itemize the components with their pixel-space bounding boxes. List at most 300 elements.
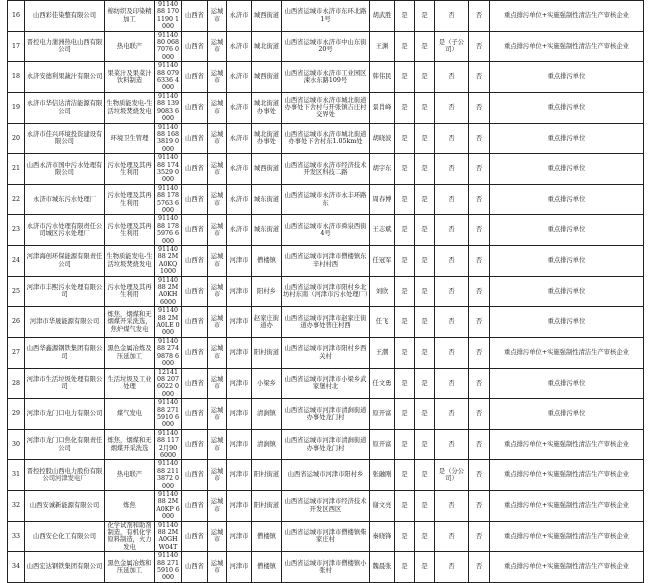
industry-type-cell: 污水处理及其再生利用 — [105, 154, 155, 185]
credit-code-cell: 9114088 0796336 4000 — [155, 62, 182, 93]
flag-d-cell: 否 — [469, 246, 490, 277]
industry-type-cell: 污水处理及其再生利用 — [105, 276, 155, 307]
contact-person-cell: 胡宇东 — [370, 154, 395, 185]
address-cell: 山西省运城市河津市僧楼镇东辛村村西 — [282, 246, 370, 277]
table-row — [8, 368, 644, 399]
address-cell: 山西省运城市永济市城北街道办事处下舍村与开张镇吉庄村交界处 — [282, 92, 370, 123]
contact-person-cell: 任冠军 — [370, 246, 395, 277]
company-name-cell: 山西宏达钢铁集团有限公司 — [25, 552, 105, 583]
credit-code-cell: 9114080 0687076 0000 — [155, 31, 182, 62]
row-number-cell: 22 — [8, 184, 25, 215]
contact-person-cell: 周春博 — [370, 184, 395, 215]
province-cell: 山西省 — [182, 276, 208, 307]
row-number-cell: 34 — [8, 552, 25, 583]
table-row — [8, 337, 644, 368]
flag-a-cell: 是 — [395, 62, 415, 93]
credit-code-cell: 9114088 2MA0KP 6000 — [156, 491, 180, 521]
flag-a-cell: 是 — [395, 368, 415, 399]
company-name-cell: 河津市生活垃圾处理有限公司 — [25, 368, 105, 399]
flag-b-cell: 是 — [415, 491, 435, 522]
address-cell: 山西省运城市河津市阳村乡 — [282, 460, 370, 491]
town-street-cell: 阳村乡 — [252, 276, 282, 307]
flag-a-cell: 是 — [395, 246, 415, 277]
company-name-cell: 河津市龙门口电力有限公司 — [25, 399, 105, 430]
contact-person-cell: 韩伟民 — [370, 62, 395, 93]
town-street-cell: 城北街道办事处 — [252, 92, 282, 123]
industry-type-cell: 黑色金属冶炼和压延加工 — [105, 552, 155, 583]
city-cell: 运城市 — [208, 491, 227, 522]
address-cell: 山西省运城市永济市城北街道办事处下舍村东1.05km处 — [282, 123, 370, 154]
flag-c-cell: 否 — [435, 184, 469, 215]
industry-type-cell: 炼焦，烟煤和无烟煤开采洗选，焦炉煤气发电 — [105, 307, 155, 338]
company-name-cell: 河津海创环保能源有限责任公司 — [25, 246, 105, 277]
remark-cell: 重点排污单位+实施强制性清洁生产审核企业 — [490, 491, 644, 522]
contact-person-cell: 魏晨张 — [370, 552, 395, 583]
industry-type-cell: 生活垃圾及工业处理 — [105, 368, 155, 399]
flag-d-cell: 否 — [469, 399, 490, 430]
flag-c-cell: 否 — [435, 215, 469, 246]
address-cell: 山西省运城市河津市小梁乡武家堡村北 — [282, 368, 370, 399]
address-cell: 山西省运城市永济市舜泉西街4号 — [282, 215, 370, 246]
credit-code-cell: 9114088 2MA0GH W04T — [155, 521, 182, 552]
row-number-cell: 18 — [8, 62, 25, 93]
table-row — [8, 62, 644, 93]
province-cell: 山西省 — [182, 491, 208, 522]
town-street-cell: 城北街道办事处 — [252, 123, 282, 154]
county-cell: 河津市 — [227, 276, 252, 307]
company-name-cell: 山西永济市国中污水处理有限公司 — [25, 154, 105, 185]
contact-person-cell: 王渊 — [370, 31, 395, 62]
flag-a-cell: 是 — [395, 491, 415, 522]
address-cell: 山西省运城市河津市僧楼镇小张村 — [282, 552, 370, 583]
table-row — [8, 246, 644, 277]
industry-type-cell: 生物质能发电-生活垃圾焚烧发电 — [105, 246, 155, 277]
contact-person-cell: 任文勇 — [370, 368, 395, 399]
contact-person-cell: 王潮 — [370, 337, 395, 368]
county-cell: 河津市 — [227, 552, 252, 583]
row-number-cell: 21 — [8, 154, 25, 185]
flag-b-cell: 是 — [415, 337, 435, 368]
flag-b-cell: 是 — [415, 276, 435, 307]
row-number-cell: 17 — [8, 31, 25, 62]
county-cell: 河津市 — [227, 337, 252, 368]
table-row — [8, 552, 644, 583]
table-row — [8, 276, 644, 307]
flag-d-cell: 否 — [469, 460, 490, 491]
flag-d-cell: 否 — [469, 1, 490, 32]
flag-a-cell: 是 — [395, 31, 415, 62]
province-cell: 山西省 — [182, 184, 208, 215]
flag-a-cell: 是 — [395, 307, 415, 338]
company-name-cell: 山西华鑫源钢铁集团有限公司 — [25, 337, 105, 368]
credit-code-cell: 9114088 1399083 6000 — [155, 92, 182, 123]
county-cell: 河津市 — [227, 368, 252, 399]
address-cell: 山西省运城市河津市清涧街道办事处龙门村 — [282, 399, 370, 430]
town-street-cell: 城东街道 — [252, 184, 282, 215]
credit-code-cell: 9114088 2MA0KH 6000 — [155, 276, 182, 307]
enterprise-table — [7, 0, 644, 583]
remark-cell: 重点排污单位 — [490, 184, 644, 215]
flag-a-cell: 是 — [395, 154, 415, 185]
row-number-cell: 24 — [8, 246, 25, 277]
province-cell: 山西省 — [182, 1, 208, 32]
table-row — [8, 154, 644, 185]
city-cell: 运城市 — [208, 368, 227, 399]
city-cell: 运城市 — [208, 307, 227, 338]
row-number-cell: 16 — [8, 1, 25, 32]
flag-d-cell: 否 — [469, 552, 490, 583]
row-number-cell: 26 — [8, 307, 25, 338]
credit-code-cell: 9114088 1785976 6000 — [155, 215, 182, 246]
county-cell: 河津市 — [227, 429, 252, 460]
contact-person-cell: 谢文亮 — [370, 491, 395, 522]
flag-b-cell: 是 — [415, 92, 435, 123]
industry-type-cell: 炼焦，烟煤和无烟煤开采洗选 — [105, 429, 155, 460]
credit-code-cell: 9114088 1701190 1000 — [155, 1, 182, 32]
table-row — [8, 521, 644, 552]
table-row — [8, 1, 644, 32]
flag-b-cell: 是 — [415, 399, 435, 430]
county-cell: 永济市 — [227, 62, 252, 93]
credit-code-cell: 9114088 1172月90 6000 — [155, 429, 182, 460]
credit-code-cell: 9114088 1683819 0000 — [155, 123, 182, 154]
remark-cell: 重点排污单位 — [490, 123, 644, 154]
flag-b-cell: 是 — [415, 123, 435, 154]
flag-c-cell: 否 — [435, 552, 469, 583]
flag-c-cell: 否 — [435, 399, 469, 430]
credit-code-cell: 9114088 2749878 6000 — [155, 337, 182, 368]
industry-type-cell: 热电联产 — [105, 31, 155, 62]
city-cell: 运城市 — [208, 123, 227, 154]
city-cell: 运城市 — [208, 552, 227, 583]
city-cell: 运城市 — [208, 184, 227, 215]
flag-a-cell: 是 — [395, 276, 415, 307]
flag-c-cell: 否 — [435, 521, 469, 552]
city-cell: 运城市 — [208, 246, 227, 277]
flag-c-cell: 否 — [435, 246, 469, 277]
province-cell: 山西省 — [182, 215, 208, 246]
industry-type-cell: 污水处理及其再生利用 — [105, 184, 155, 215]
flag-a-cell: 是 — [395, 521, 415, 552]
pollutant-unit-table-page — [7, 0, 650, 582]
company-name-cell: 晋控控股山西电力股份有限公司河津发电厂 — [25, 460, 105, 491]
remark-cell: 重点排污单位 — [490, 62, 644, 93]
city-cell: 运城市 — [208, 215, 227, 246]
flag-a-cell: 是 — [395, 460, 415, 491]
flag-b-cell: 是 — [415, 307, 435, 338]
flag-c-cell: 否 — [435, 307, 469, 338]
flag-b-cell: 是 — [415, 154, 435, 185]
credit-code-cell: 9114088 1743529 0000 — [155, 154, 182, 185]
flag-c-cell: 否 — [435, 429, 469, 460]
industry-type-cell: 炼焦 — [105, 491, 155, 522]
county-cell: 河津市 — [227, 246, 252, 277]
remark-cell: 重点排污单位+实施强制性清洁生产审核企业 — [490, 1, 644, 32]
table-row — [8, 92, 644, 123]
credit-code-cell: 9114088 2MA0KQ 1000 — [155, 246, 182, 277]
county-cell: 河津市 — [227, 307, 252, 338]
flag-a-cell: 是 — [395, 215, 415, 246]
industry-type-cell: 化学试剂和助剂制造，有机化学原料制造，火力发电 — [105, 521, 155, 552]
flag-d-cell: 否 — [469, 337, 490, 368]
flag-c-cell: 否 — [435, 154, 469, 185]
city-cell: 运城市 — [208, 92, 227, 123]
address-cell: 山西省运城市永济市永丰环路东 — [282, 184, 370, 215]
flag-a-cell: 是 — [395, 399, 415, 430]
contact-person-cell: 胡晓波 — [370, 123, 395, 154]
company-name-cell: 山西彩佳染整有限公司 — [25, 1, 105, 32]
city-cell: 运城市 — [208, 460, 227, 491]
city-cell: 运城市 — [208, 1, 227, 32]
company-name-cell: 永济市城东污水处理厂 — [25, 184, 105, 215]
flag-a-cell: 是 — [395, 92, 415, 123]
flag-d-cell: 否 — [469, 92, 490, 123]
flag-d-cell: 否 — [469, 123, 490, 154]
province-cell: 山西省 — [182, 399, 208, 430]
flag-b-cell: 是 — [415, 62, 435, 93]
flag-b-cell: 是 — [415, 521, 435, 552]
province-cell: 山西省 — [182, 368, 208, 399]
remark-cell: 重点排污单位 — [490, 368, 644, 399]
county-cell: 永济市 — [227, 123, 252, 154]
town-street-cell: 城西街道 — [252, 154, 282, 185]
flag-d-cell: 否 — [469, 307, 490, 338]
town-street-cell: 清涧镇 — [252, 399, 282, 430]
contact-person-cell: 胡武胜 — [370, 1, 395, 32]
table-row — [8, 31, 644, 62]
company-name-cell: 永济安德利果蔬汁有限公司 — [25, 62, 105, 93]
contact-person-cell: 秦晓锋 — [370, 521, 395, 552]
table-body — [8, 1, 644, 583]
flag-a-cell: 是 — [395, 552, 415, 583]
county-cell: 永济市 — [227, 92, 252, 123]
address-cell: 山西省运城市永济市经济技术开发区科技二路 — [282, 154, 370, 185]
flag-c-cell: 否 — [435, 123, 469, 154]
city-cell: 运城市 — [208, 399, 227, 430]
flag-d-cell: 否 — [469, 276, 490, 307]
county-cell: 永济市 — [227, 184, 252, 215]
flag-d-cell: 否 — [469, 521, 490, 552]
flag-d-cell: 否 — [469, 491, 490, 522]
flag-d-cell: 否 — [469, 154, 490, 185]
address-cell: 山西省运城市永济市工业园区涑水东路109号 — [282, 62, 370, 93]
row-number-cell: 33 — [8, 521, 25, 552]
remark-cell: 重点排污单位 — [490, 276, 644, 307]
address-cell: 山西省运城市永济市东环北路1号 — [282, 1, 370, 32]
row-number-cell: 27 — [8, 337, 25, 368]
flag-d-cell: 否 — [469, 62, 490, 93]
flag-b-cell: 是 — [415, 184, 435, 215]
province-cell: 山西省 — [182, 552, 208, 583]
company-name-cell: 河津市丰熙污水处理有限公司 — [25, 276, 105, 307]
contact-person-cell: 任飞 — [370, 307, 395, 338]
province-cell: 山西省 — [182, 429, 208, 460]
table-row — [8, 399, 644, 430]
province-cell: 山西省 — [182, 31, 208, 62]
industry-type-cell: 煤气发电 — [105, 399, 155, 430]
flag-c-cell: 否 — [435, 92, 469, 123]
flag-c-cell: 是（子公司） — [435, 31, 469, 62]
company-name-cell: 山西安仑化工有限公司 — [25, 521, 105, 552]
table-row — [8, 429, 644, 460]
company-name-cell: 山西安诚新能源有限公司 — [25, 491, 105, 522]
industry-type-cell: 环境卫生管理 — [105, 123, 155, 154]
row-number-cell: 25 — [8, 276, 25, 307]
town-street-cell: 阳村街道 — [252, 337, 282, 368]
company-name-cell: 永济市华信达清洁能源有限公司 — [25, 92, 105, 123]
table-row — [8, 184, 644, 215]
flag-b-cell: 是 — [415, 368, 435, 399]
flag-d-cell: 否 — [469, 31, 490, 62]
credit-code-cell: 9114088 1785763 6000 — [155, 184, 182, 215]
flag-b-cell: 是 — [415, 31, 435, 62]
address-cell: 山西省运城市河津市阳村乡北坊村东南（河津市污水处理厂） — [282, 276, 370, 307]
table-row — [8, 491, 644, 522]
province-cell: 山西省 — [182, 92, 208, 123]
remark-cell: 重点排污单位 — [490, 215, 644, 246]
contact-person-cell: 原开富 — [370, 399, 395, 430]
flag-c-cell: 否 — [435, 276, 469, 307]
row-number-cell: 20 — [8, 123, 25, 154]
city-cell: 运城市 — [208, 337, 227, 368]
company-name-cell: 永济市污水处理有限责任公司城区污水处理厂 — [25, 215, 105, 246]
row-number-cell: 30 — [8, 429, 25, 460]
flag-d-cell: 否 — [469, 368, 490, 399]
industry-type-cell: 黑色金属冶炼及压延加工 — [105, 337, 155, 368]
county-cell: 永济市 — [227, 31, 252, 62]
remark-cell: 重点排污单位+实施强制性清洁生产审核企业 — [490, 429, 644, 460]
company-name-cell: 河津市华晟能源有限公司 — [25, 307, 105, 338]
town-street-cell: 阳村街道 — [252, 491, 282, 522]
flag-b-cell: 是 — [415, 246, 435, 277]
industry-type-cell: 棉纺织及印染精加工 — [105, 1, 155, 32]
remark-cell: 重点排污单位+实施强制性清洁生产审核企业 — [490, 460, 644, 491]
table-row — [8, 460, 644, 491]
company-name-cell: 晋控电力蒲洲热电山西有限公司 — [25, 31, 105, 62]
address-cell: 山西省运城市河津市赵家庄街道办事处普庄村西 — [282, 307, 370, 338]
flag-c-cell: 是（分公司） — [435, 460, 469, 491]
province-cell: 山西省 — [182, 123, 208, 154]
flag-c-cell: 否 — [435, 491, 469, 522]
town-street-cell: 清涧镇 — [252, 429, 282, 460]
province-cell: 山西省 — [182, 62, 208, 93]
flag-b-cell: 是 — [415, 429, 435, 460]
province-cell: 山西省 — [182, 521, 208, 552]
remark-cell: 重点排污单位+实施强制性清洁生产审核企业 — [490, 337, 644, 368]
county-cell: 永济市 — [227, 215, 252, 246]
town-street-cell: 僧楼镇 — [252, 552, 282, 583]
contact-person-cell: 张融刚 — [370, 460, 395, 491]
address-cell: 山西省运城市河津市阳村乡西关村 — [282, 337, 370, 368]
county-cell: 河津市 — [227, 399, 252, 430]
town-street-cell: 阳村街道 — [252, 460, 282, 491]
city-cell: 运城市 — [208, 429, 227, 460]
flag-a-cell: 是 — [395, 184, 415, 215]
address-cell: 山西省运城市永济市中山东街20号 — [282, 31, 370, 62]
city-cell: 运城市 — [208, 521, 227, 552]
flag-a-cell: 是 — [395, 337, 415, 368]
remark-cell: 重点排污单位 — [490, 246, 644, 277]
province-cell: 山西省 — [182, 246, 208, 277]
flag-c-cell: 否 — [435, 368, 469, 399]
table-row — [8, 307, 644, 338]
flag-c-cell: 否 — [435, 62, 469, 93]
remark-cell: 重点排污单位 — [490, 399, 644, 430]
address-cell: 山西省运城市河津市经济技术开发区西区 — [282, 491, 370, 522]
row-number-cell: 31 — [8, 460, 25, 491]
county-cell: 永济市 — [227, 154, 252, 185]
city-cell: 运城市 — [208, 62, 227, 93]
city-cell: 运城市 — [208, 276, 227, 307]
town-street-cell: 僧楼镇 — [252, 521, 282, 552]
credit-code-cell: 9114088 2MA0LE 0000 — [156, 307, 180, 337]
remark-cell: 重点排污单位+实施强制性清洁生产审核企业 — [490, 552, 644, 583]
province-cell: 山西省 — [182, 154, 208, 185]
row-number-cell: 19 — [8, 92, 25, 123]
flag-b-cell: 是 — [415, 215, 435, 246]
industry-type-cell: 生物质能发电-生活垃圾焚烧发电 — [105, 92, 155, 123]
row-number-cell: 29 — [8, 399, 25, 430]
town-street-cell: 城东街道 — [252, 215, 282, 246]
town-street-cell: 小梁乡 — [252, 368, 282, 399]
province-cell: 山西省 — [182, 337, 208, 368]
credit-code-cell: 9114088 2715910 6000 — [155, 399, 182, 430]
town-street-cell: 城西街道 — [252, 1, 282, 32]
town-street-cell: 城西街道 — [252, 62, 282, 93]
remark-cell: 重点排污单位 — [490, 154, 644, 185]
province-cell: 山西省 — [182, 460, 208, 491]
row-number-cell: 28 — [8, 368, 25, 399]
flag-c-cell: 否 — [435, 337, 469, 368]
flag-b-cell: 是 — [415, 460, 435, 491]
company-name-cell: 河津市龙门口焦化有限责任公司 — [25, 429, 105, 460]
contact-person-cell: 王志斌 — [370, 215, 395, 246]
flag-a-cell: 是 — [395, 1, 415, 32]
industry-type-cell: 热电联产 — [105, 460, 155, 491]
city-cell: 运城市 — [208, 31, 227, 62]
remark-cell: 重点排污单位+实施强制性清洁生产审核企业 — [490, 31, 644, 62]
remark-cell: 重点排污单位 — [490, 92, 644, 123]
contact-person-cell: 原开富 — [370, 429, 395, 460]
flag-b-cell: 是 — [415, 1, 435, 32]
industry-type-cell: 污水处理及其再生利用 — [105, 215, 155, 246]
address-cell: 山西省运城市河津市僧楼镇柴家庄村 — [282, 521, 370, 552]
credit-code-cell: 9114088 2113872 0000 — [155, 460, 182, 491]
credit-code-cell: 1214108 2076022 0000 — [155, 368, 182, 399]
province-cell: 山西省 — [182, 307, 208, 338]
city-cell: 运城市 — [208, 154, 227, 185]
address-cell: 山西省运城市河津市清涧街道办事处龙门村 — [282, 429, 370, 460]
flag-d-cell: 否 — [469, 215, 490, 246]
table-row — [8, 215, 644, 246]
town-street-cell: 城北街道 — [252, 31, 282, 62]
company-name-cell: 永济市佳兴环境投资建设有限公司 — [25, 123, 105, 154]
flag-c-cell: 否 — [435, 1, 469, 32]
flag-d-cell: 否 — [469, 429, 490, 460]
flag-a-cell: 是 — [395, 123, 415, 154]
flag-b-cell: 是 — [415, 552, 435, 583]
county-cell: 河津市 — [227, 521, 252, 552]
credit-code-cell: 9114088 2715910 6000 — [155, 552, 182, 583]
row-number-cell: 32 — [8, 491, 25, 522]
industry-type-cell: 果菜汁及果菜汁饮料制造 — [105, 62, 155, 93]
remark-cell: 重点排污单位+实施强制性清洁生产审核企业 — [490, 521, 644, 552]
flag-d-cell: 否 — [469, 184, 490, 215]
county-cell: 永济市 — [227, 1, 252, 32]
remark-cell: 重点排污单位 — [490, 307, 644, 338]
row-number-cell: 23 — [8, 215, 25, 246]
county-cell: 河津市 — [227, 460, 252, 491]
